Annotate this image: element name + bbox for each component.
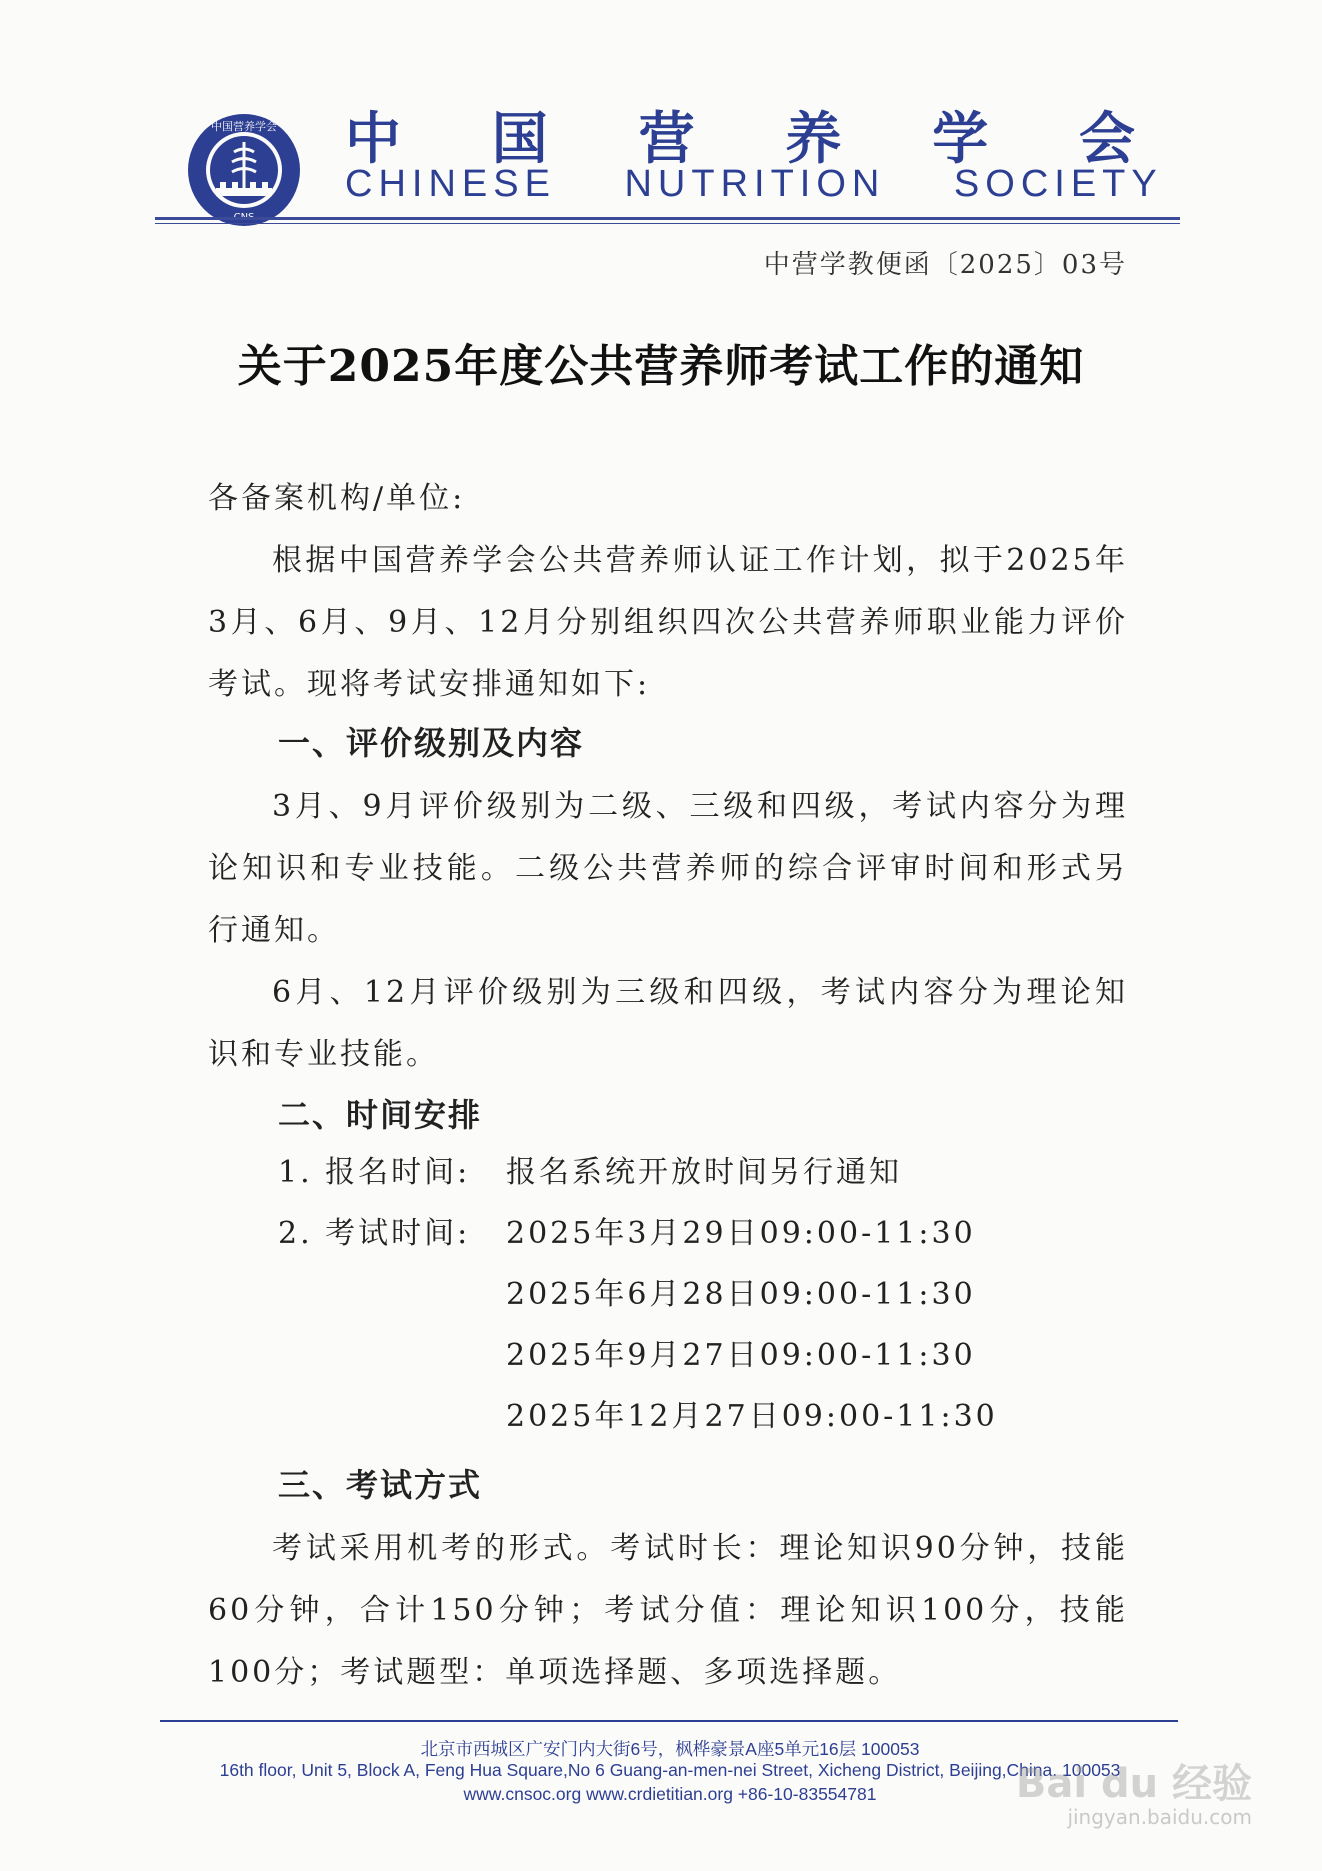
society-name-en (345, 162, 1163, 206)
name-cn-char: 营 (638, 107, 695, 172)
registration-label: 1. 报名时间: (278, 1155, 471, 1190)
levels-paragraph-2: 6月、12月评价级别为三级和四级，考试内容分为理论知识和专业技能。 (208, 975, 1128, 1072)
section-heading-levels: 一、评价级别及内容 (278, 724, 585, 762)
header-rule-thin (155, 223, 1180, 224)
section-heading-schedule: 二、时间安排 (278, 1096, 483, 1134)
document-title: 关于2025年度公共营养师考试工作的通知 (237, 341, 1085, 392)
intro-paragraph: 根据中国营养学会公共营养师认证工作计划，拟于2025年3月、6月、9月、12月分别组织四次公共营养师职业能力评价考试。现将考试安排通知如下: (208, 543, 1128, 702)
exam-date: 2025年3月29日09:00-11:30 (506, 1216, 976, 1251)
name-cn-char: 国 (491, 107, 548, 172)
name-cn-char: 会 (1078, 107, 1135, 172)
levels-paragraph-1: 3月、9月评价级别为二级、三级和四级，考试内容分为理论知识和专业技能。二级公共营养师的综合评审时间和形式另行通知。 (208, 789, 1128, 948)
exam-date: 2025年6月28日09:00-11:30 (506, 1277, 976, 1312)
header-rule (155, 217, 1180, 220)
footer-rule (160, 1720, 1178, 1722)
registration-value: 报名系统开放时间另行通知 (506, 1155, 902, 1190)
watermark-url: jingyan.baidu.com (1067, 1805, 1252, 1829)
name-en-word: SOCIETY (953, 163, 1163, 205)
footer-address-cn: 北京市西城区广安门内大街6号，枫桦豪景A座5单元16层 100053 (420, 1739, 920, 1759)
name-en-word: NUTRITION (624, 163, 886, 205)
name-cn-char: 中 (345, 107, 401, 172)
section-heading-method: 三、考试方式 (278, 1466, 483, 1504)
exam-date: 2025年12月27日09:00-11:30 (506, 1399, 998, 1434)
name-en-word: CHINESE (345, 163, 556, 205)
method-paragraph: 考试采用机考的形式。考试时长：理论知识90分钟，技能60分钟，合计150分钟；考试分值：理论知识100分，技能100分；考试题型：单项选择题、多项选择题。 (208, 1531, 1128, 1690)
footer-contact: www.cnsoc.org www.crdietitian.org +86-10-83554781 (463, 1784, 877, 1804)
name-cn-char: 养 (785, 107, 842, 172)
watermark-brand: Bai du 经验 (1015, 1761, 1252, 1807)
name-cn-char: 学 (932, 107, 989, 172)
exam-time-label: 2. 考试时间: (278, 1216, 471, 1251)
salutation: 各备案机构/单位: (208, 481, 466, 516)
footer-address-en: 16th floor, Unit 5, Block A, Feng Hua Square,No 6 Guang-an-men-nei Street, Xicheng District, Beijing,China. 100053 (219, 1760, 1121, 1780)
exam-date: 2025年9月27日09:00-11:30 (506, 1338, 976, 1373)
document-number: 中营学教便函〔2025〕03号 (763, 250, 1127, 280)
society-logo (186, 112, 302, 228)
logo-ring-text: 中国营养学会 (211, 120, 277, 133)
